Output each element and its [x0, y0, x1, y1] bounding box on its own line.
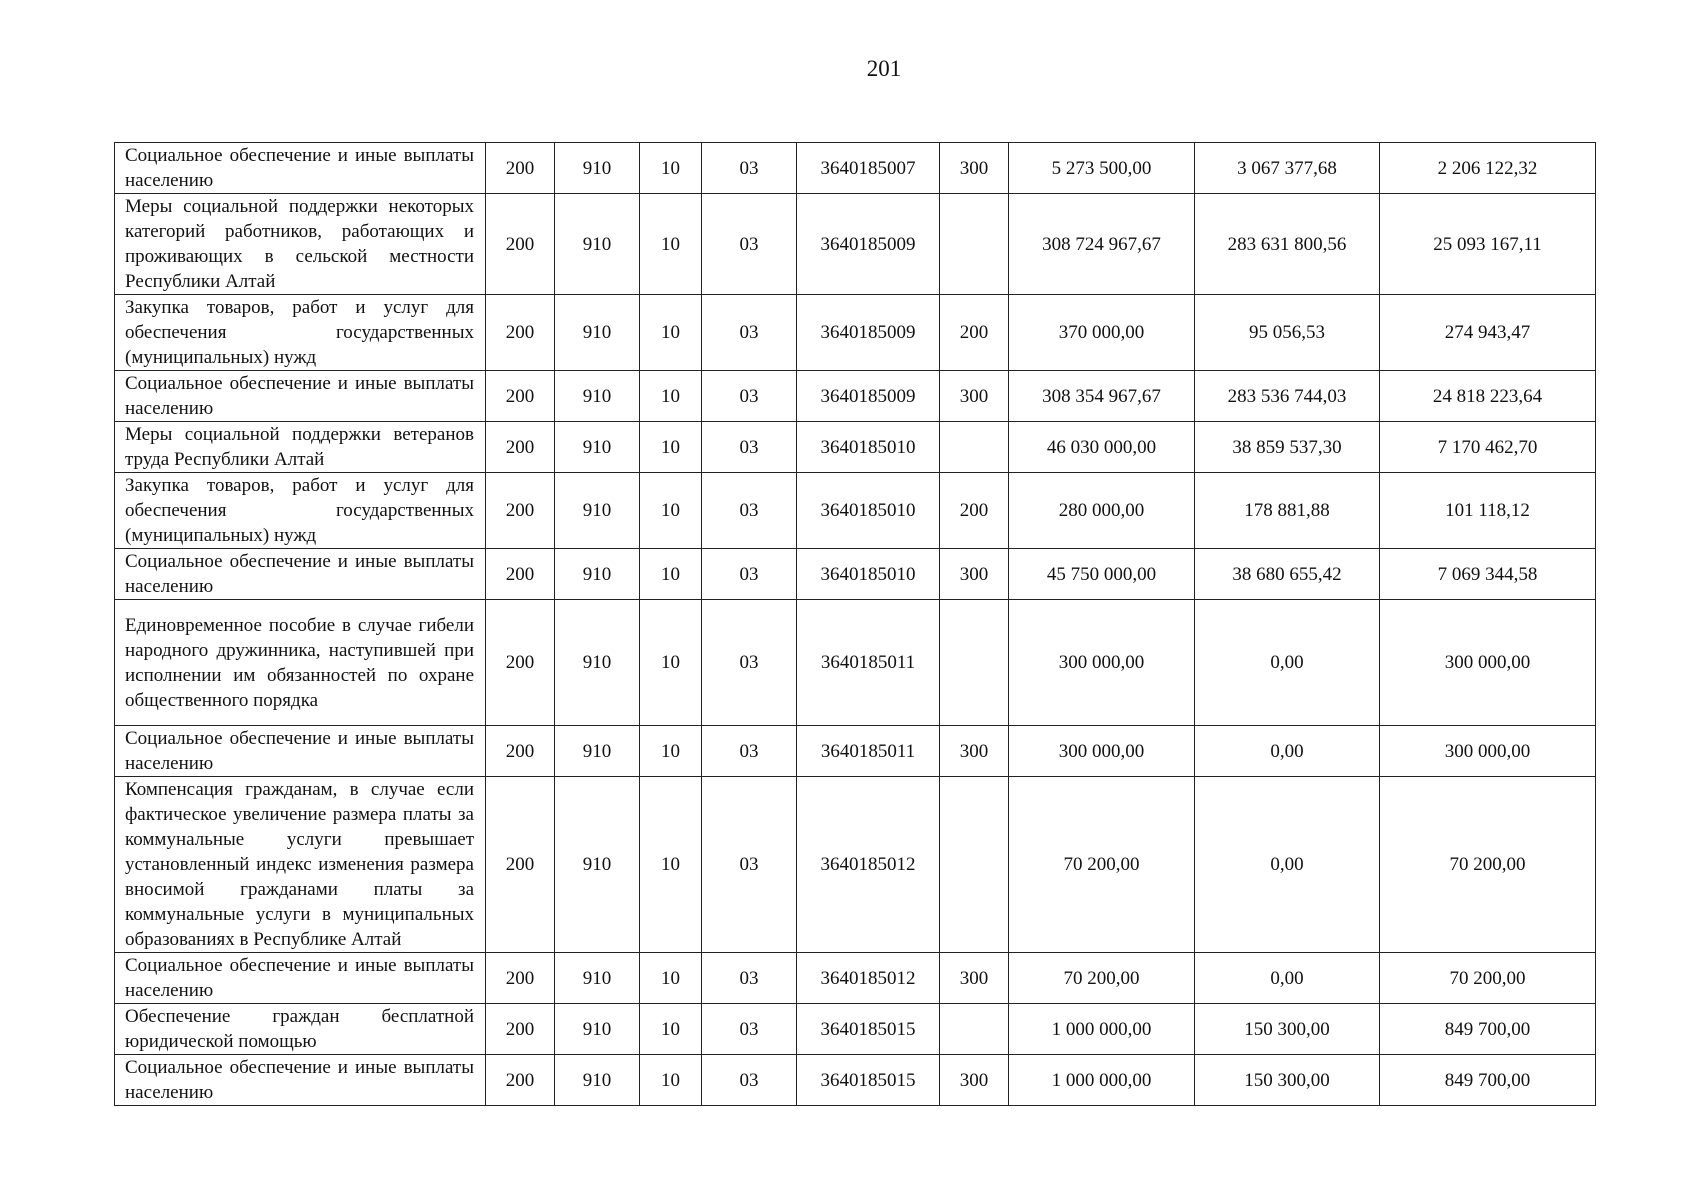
- cell-section: 10: [640, 295, 702, 371]
- cell-amount-remaining: 300 000,00: [1380, 726, 1596, 777]
- cell-code: 200: [486, 777, 555, 953]
- cell-subsection: 03: [702, 473, 797, 549]
- cell-ministry-code: 910: [555, 777, 640, 953]
- cell-code: 200: [486, 1055, 555, 1106]
- cell-code: 200: [486, 1004, 555, 1055]
- cell-amount-remaining: 849 700,00: [1380, 1055, 1596, 1106]
- cell-amount-planned: 280 000,00: [1009, 473, 1195, 549]
- cell-code: 200: [486, 600, 555, 726]
- cell-code: 200: [486, 194, 555, 295]
- cell-ministry-code: 910: [555, 1004, 640, 1055]
- row-description: Закупка товаров, работ и услуг для обеспечения государственных (муниципальных) нужд: [115, 473, 486, 549]
- cell-code: 200: [486, 549, 555, 600]
- cell-amount-executed: 178 881,88: [1195, 473, 1380, 549]
- cell-ministry-code: 910: [555, 473, 640, 549]
- cell-amount-remaining: 300 000,00: [1380, 600, 1596, 726]
- cell-amount-executed: 150 300,00: [1195, 1055, 1380, 1106]
- row-description: Меры социальной поддержки ветеранов труда Республики Алтай: [115, 422, 486, 473]
- cell-amount-executed: 38 859 537,30: [1195, 422, 1380, 473]
- row-description: Социальное обеспечение и иные выплаты населению: [115, 549, 486, 600]
- cell-section: 10: [640, 371, 702, 422]
- table-row: [115, 600, 1596, 726]
- cell-amount-remaining: 274 943,47: [1380, 295, 1596, 371]
- cell-target-article: 3640185007: [797, 143, 940, 194]
- cell-ministry-code: 910: [555, 549, 640, 600]
- cell-amount-executed: 0,00: [1195, 777, 1380, 953]
- row-description: Компенсация гражданам, в случае если фактическое увеличение размера платы за коммунальные услуги превышает установленный индекс изменения размера вносимой гражданами платы за коммунальные услуги в муниципальных образованиях в Республике Алтай: [115, 777, 486, 953]
- cell-amount-remaining: 70 200,00: [1380, 953, 1596, 1004]
- cell-amount-planned: 46 030 000,00: [1009, 422, 1195, 473]
- row-description: Социальное обеспечение и иные выплаты населению: [115, 143, 486, 194]
- cell-amount-executed: 38 680 655,42: [1195, 549, 1380, 600]
- cell-expense-type: 200: [940, 473, 1009, 549]
- table-row: [115, 726, 1596, 777]
- cell-amount-planned: 370 000,00: [1009, 295, 1195, 371]
- cell-target-article: 3640185012: [797, 777, 940, 953]
- cell-target-article: 3640185009: [797, 295, 940, 371]
- cell-target-article: 3640185012: [797, 953, 940, 1004]
- cell-amount-planned: 1 000 000,00: [1009, 1004, 1195, 1055]
- cell-amount-planned: 1 000 000,00: [1009, 1055, 1195, 1106]
- row-description: Обеспечение граждан бесплатной юридической помощью: [115, 1004, 486, 1055]
- cell-subsection: 03: [702, 295, 797, 371]
- cell-section: 10: [640, 422, 702, 473]
- table-row: [115, 953, 1596, 1004]
- cell-amount-remaining: 70 200,00: [1380, 777, 1596, 953]
- cell-amount-remaining: 101 118,12: [1380, 473, 1596, 549]
- cell-amount-executed: 95 056,53: [1195, 295, 1380, 371]
- cell-amount-planned: 45 750 000,00: [1009, 549, 1195, 600]
- cell-section: 10: [640, 1055, 702, 1106]
- cell-code: 200: [486, 371, 555, 422]
- cell-amount-remaining: 2 206 122,32: [1380, 143, 1596, 194]
- row-description: Социальное обеспечение и иные выплаты населению: [115, 953, 486, 1004]
- cell-section: 10: [640, 726, 702, 777]
- cell-amount-planned: 300 000,00: [1009, 600, 1195, 726]
- table-row: [115, 777, 1596, 953]
- cell-ministry-code: 910: [555, 371, 640, 422]
- cell-expense-type: 300: [940, 726, 1009, 777]
- cell-ministry-code: 910: [555, 1055, 640, 1106]
- table-row: [115, 1055, 1596, 1106]
- cell-amount-planned: 300 000,00: [1009, 726, 1195, 777]
- cell-section: 10: [640, 194, 702, 295]
- cell-subsection: 03: [702, 194, 797, 295]
- cell-subsection: 03: [702, 1055, 797, 1106]
- cell-ministry-code: 910: [555, 600, 640, 726]
- cell-section: 10: [640, 549, 702, 600]
- cell-amount-planned: 5 273 500,00: [1009, 143, 1195, 194]
- cell-expense-type: [940, 422, 1009, 473]
- cell-subsection: 03: [702, 777, 797, 953]
- cell-subsection: 03: [702, 726, 797, 777]
- row-description: Социальное обеспечение и иные выплаты населению: [115, 1055, 486, 1106]
- cell-section: 10: [640, 1004, 702, 1055]
- cell-amount-remaining: 7 170 462,70: [1380, 422, 1596, 473]
- table-body: [115, 143, 1596, 1106]
- cell-code: 200: [486, 726, 555, 777]
- row-description: Социальное обеспечение и иные выплаты населению: [115, 371, 486, 422]
- cell-ministry-code: 910: [555, 295, 640, 371]
- cell-ministry-code: 910: [555, 194, 640, 295]
- cell-amount-remaining: 25 093 167,11: [1380, 194, 1596, 295]
- cell-target-article: 3640185010: [797, 549, 940, 600]
- cell-target-article: 3640185011: [797, 600, 940, 726]
- cell-expense-type: [940, 194, 1009, 295]
- table-row: [115, 143, 1596, 194]
- cell-subsection: 03: [702, 371, 797, 422]
- cell-amount-executed: 150 300,00: [1195, 1004, 1380, 1055]
- cell-expense-type: [940, 1004, 1009, 1055]
- cell-subsection: 03: [702, 600, 797, 726]
- cell-ministry-code: 910: [555, 422, 640, 473]
- row-description: Меры социальной поддержки некоторых категорий работников, работающих и проживающих в сельской местности Республики Алтай: [115, 194, 486, 295]
- cell-target-article: 3640185009: [797, 371, 940, 422]
- cell-expense-type: 300: [940, 371, 1009, 422]
- cell-subsection: 03: [702, 953, 797, 1004]
- table-row: [115, 1004, 1596, 1055]
- cell-amount-executed: 283 536 744,03: [1195, 371, 1380, 422]
- cell-expense-type: [940, 777, 1009, 953]
- cell-expense-type: 300: [940, 549, 1009, 600]
- table-row: [115, 422, 1596, 473]
- cell-section: 10: [640, 143, 702, 194]
- cell-amount-planned: 308 724 967,67: [1009, 194, 1195, 295]
- row-description: Закупка товаров, работ и услуг для обеспечения государственных (муниципальных) нужд: [115, 295, 486, 371]
- cell-subsection: 03: [702, 143, 797, 194]
- cell-amount-executed: 0,00: [1195, 953, 1380, 1004]
- cell-amount-executed: 283 631 800,56: [1195, 194, 1380, 295]
- cell-target-article: 3640185010: [797, 473, 940, 549]
- table-row: [115, 371, 1596, 422]
- row-description: Социальное обеспечение и иные выплаты населению: [115, 726, 486, 777]
- cell-target-article: 3640185011: [797, 726, 940, 777]
- cell-subsection: 03: [702, 1004, 797, 1055]
- cell-section: 10: [640, 777, 702, 953]
- cell-subsection: 03: [702, 422, 797, 473]
- cell-amount-remaining: 24 818 223,64: [1380, 371, 1596, 422]
- cell-section: 10: [640, 473, 702, 549]
- cell-target-article: 3640185010: [797, 422, 940, 473]
- cell-expense-type: 300: [940, 143, 1009, 194]
- table-row: [115, 295, 1596, 371]
- cell-section: 10: [640, 600, 702, 726]
- cell-section: 10: [640, 953, 702, 1004]
- table-row: [115, 473, 1596, 549]
- budget-table: [114, 142, 1596, 1106]
- cell-code: 200: [486, 422, 555, 473]
- table-row: [115, 549, 1596, 600]
- page-number: 201: [866, 56, 902, 81]
- cell-expense-type: 300: [940, 953, 1009, 1004]
- cell-amount-executed: 0,00: [1195, 726, 1380, 777]
- cell-amount-executed: 0,00: [1195, 600, 1380, 726]
- cell-ministry-code: 910: [555, 953, 640, 1004]
- cell-expense-type: [940, 600, 1009, 726]
- cell-ministry-code: 910: [555, 726, 640, 777]
- table-row: [115, 194, 1596, 295]
- cell-amount-executed: 3 067 377,68: [1195, 143, 1380, 194]
- cell-subsection: 03: [702, 549, 797, 600]
- cell-code: 200: [486, 143, 555, 194]
- cell-amount-remaining: 7 069 344,58: [1380, 549, 1596, 600]
- cell-code: 200: [486, 295, 555, 371]
- cell-amount-remaining: 849 700,00: [1380, 1004, 1596, 1055]
- cell-amount-planned: 70 200,00: [1009, 777, 1195, 953]
- cell-target-article: 3640185015: [797, 1055, 940, 1106]
- cell-expense-type: 200: [940, 295, 1009, 371]
- cell-ministry-code: 910: [555, 143, 640, 194]
- cell-code: 200: [486, 473, 555, 549]
- cell-amount-planned: 70 200,00: [1009, 953, 1195, 1004]
- cell-target-article: 3640185009: [797, 194, 940, 295]
- row-description: Единовременное пособие в случае гибели народного дружинника, наступившей при исполнении им обязанностей по охране общественного порядка: [115, 600, 486, 726]
- cell-target-article: 3640185015: [797, 1004, 940, 1055]
- cell-amount-planned: 308 354 967,67: [1009, 371, 1195, 422]
- cell-expense-type: 300: [940, 1055, 1009, 1106]
- cell-code: 200: [486, 953, 555, 1004]
